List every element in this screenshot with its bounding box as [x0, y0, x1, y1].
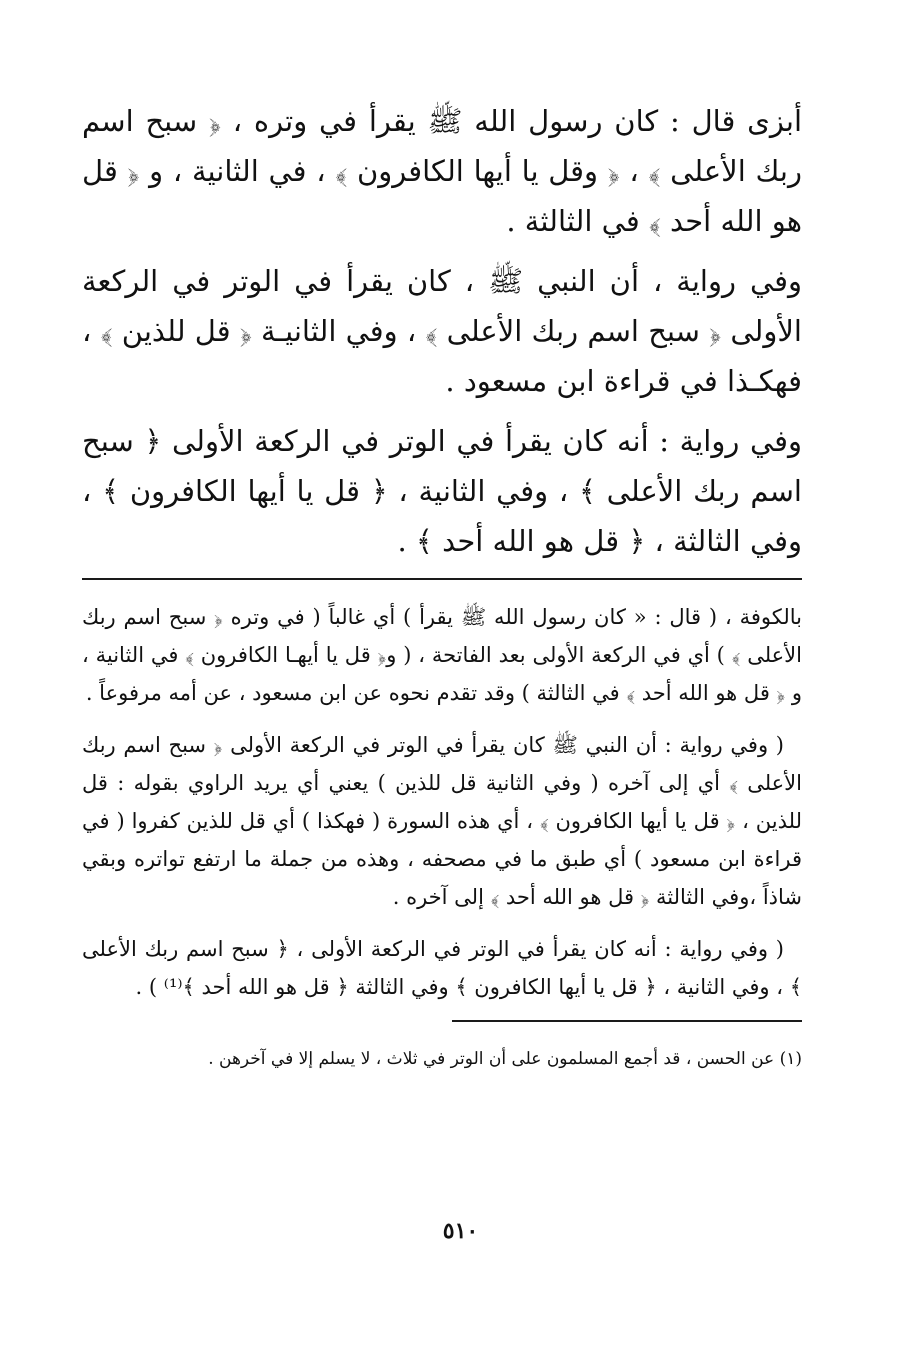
main-paragraph-1: أبزى قال : كان رسول الله ﷺ يقرأ في وتره ، ﴿ سبح اسم ربك الأعلى ﴾ ، ﴿ وقل يا أيها الكافرون ﴾ ، في الثانية ، و ﴿ قل هو الله أحد ﴾ في الثالثة . — [82, 104, 802, 238]
commentary-paragraph-2: ( وفي رواية : أن النبي ﷺ كان يقرأ في الوتر في الركعة الأولى ﴿ سبح اسم ربك الأعلى ﴾ أي إلى آخره ( وفي الثانية قل للذين ) يعني أي يريد الراوي بقوله : قل للذين ، ﴿ قل يا أيها الكافرون ﴾ ، أي هذه السورة ( فهكذا ) أي قل للذين كفروا ( في قراءة ابن مسعود ) أي طبق ما في مصحفه ، وهذه من جملة ما ارتفع تواتره وبقي شاذاً ،وفي الثالثة ﴿ قل هو الله أحد ﴾ إلى آخره . — [82, 733, 802, 909]
main-paragraph-2: وفي رواية ، أن النبي ﷺ ، كان يقرأ في الوتر في الركعة الأولى ﴿ سبح اسم ربك الأعلى ﴾ ، وفي الثانيـة ﴿ قل للذين ﴾ ، فهكـذا في قراءة ابن مسعود . — [82, 264, 802, 398]
commentary-paragraph-1: بالكوفة ، ( قال : « كان رسول الله ﷺ يقرأ ) أي غالباً ( في وتره ﴿ سبح اسم ربك الأعلى ﴾ ) أي في الركعة الأولى بعد الفاتحة ، ( و﴿ قل يا أيهـا الكافرون ﴾ في الثانية ، و ﴿ قل هو الله أحد ﴾ في الثالثة ) وقد تقدم نحوه عن ابن مسعود ، عن أمه مرفوعاً . — [82, 605, 802, 705]
main-paragraph-3: وفي رواية : أنه كان يقرأ في الوتر في الركعة الأولى ﴿ سبح اسم ربك الأعلى ﴾ ، وفي الثانية ، ﴿ قل يا أيها الكافرون ﴾ ، وفي الثالثة ، ﴿ قل هو الله أحد ﴾ . — [82, 424, 802, 558]
main-text — [82, 96, 802, 566]
footnote: (١) عن الحسن ، قد أجمع المسلمون على أن الوتر في ثلاث ، لا يسلم إلا في آخرهن . — [208, 1049, 802, 1069]
page-content — [82, 96, 802, 1074]
main-divider — [82, 578, 802, 580]
page-number: ٥١٠ — [442, 1218, 479, 1244]
commentary-text — [82, 598, 802, 1006]
commentary-paragraph-3: ( وفي رواية : أنه كان يقرأ في الوتر في الركعة الأولى ، ﴿ سبح اسم ربك الأعلى ﴾ ، وفي الثانية ، ﴿ قل يا أيها الكافرون ﴾ وفي الثالثة ﴿ قل هو الله أحد ﴾⁽¹⁾ ) . — [82, 937, 802, 999]
footnote-divider — [452, 1020, 802, 1022]
